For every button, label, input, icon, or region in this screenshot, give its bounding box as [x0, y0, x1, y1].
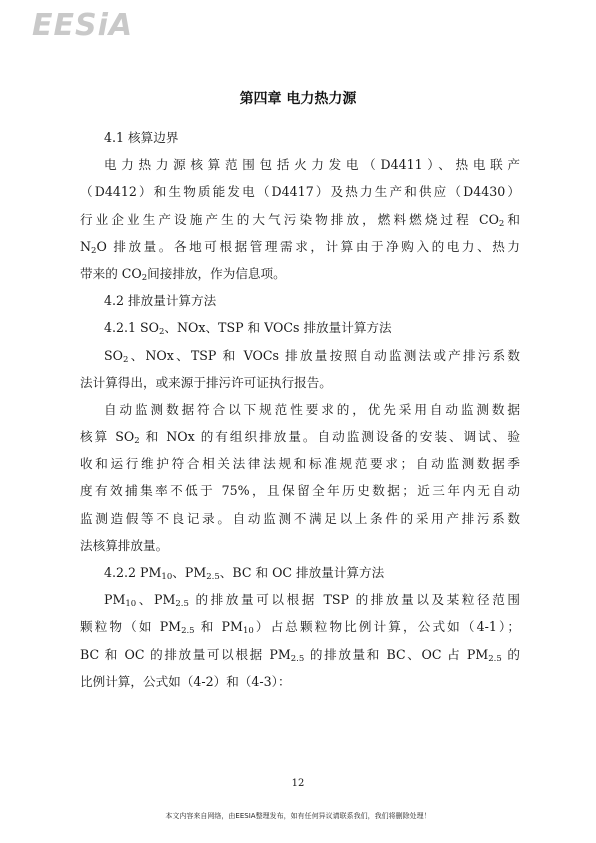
chapter-title: 第四章 电力热力源 [239, 91, 357, 107]
paragraph-line: 带来的 $CO_2$间接排放，作为信息项。 [80, 265, 286, 283]
paragraph-line: （D4412）和生物质能发电（D4417）及热力生产和供应（D4430） [80, 184, 520, 200]
paragraph-line: 电力热力源核算范围包括火力发电（D4411）、热电联产 [104, 157, 520, 173]
paragraph-line: 法计算得出，或来源于排污许可证执行报告。 [80, 374, 332, 390]
footer-notice: 本文内容来自网络，由EESIA整理发布，如有任何异议请联系我们，我们将删除处理！ [165, 812, 431, 820]
paragraph-line: $N_2O$ 排放量。各地可根据管理需求，计算由于净购入的电力、热力 [80, 238, 520, 256]
paragraph-line: 收和运行维护符合相关法律法规和标准规范要求；自动监测数据季 [80, 456, 520, 472]
paragraph-line: $SO_2$、NOx、TSP 和 VOCs 排放量按照自动监测法或产排污系数 [104, 347, 520, 365]
paragraph-line: 行业企业生产设施产生的大气污染物排放，燃料燃烧过程 $CO_2$和 [80, 211, 521, 229]
subsection-heading: 4.2.1 $SO_2$、NOx、TSP 和 VOCs 排放量计算方法 [104, 320, 392, 338]
paragraph-line: BC 和 OC 的排放量可以根据 $PM_{2.5}$ 的排放量和 BC、OC 占 $PM_{2.5}$ 的 [80, 646, 521, 664]
paragraph-line: 颗粒物（如 $PM_{2.5}$ 和 $PM_{10}$）占总颗粒物比例计算，公式如（4-1）； [80, 619, 520, 637]
paragraph-line: $PM_{10}$、$PM_{2.5}$ 的排放量可以根据 TSP 的排放量以及某粒径范围 [104, 592, 520, 610]
paragraph-line: 度有效捕集率不低于 75%，且保留全年历史数据；近三年内无自动 [80, 483, 520, 499]
body-text [80, 124, 520, 695]
paragraph-line: 自动监测数据符合以下规范性要求的，优先采用自动监测数据 [104, 401, 520, 417]
paragraph-line: 法核算排放量。 [80, 537, 169, 553]
section-heading: 4.1 核算边界 [104, 130, 179, 145]
page-number: 12 [291, 778, 305, 789]
section-heading: 4.2 排放量计算方法 [104, 293, 217, 309]
paragraph-line: 比例计算，公式如（4-2）和（4-3）： [80, 673, 291, 689]
eesia-logo: EESiA [32, 8, 134, 43]
paragraph-line: 监测造假等不良记录。自动监测不满足以上条件的采用产排污系数 [80, 510, 520, 526]
subsection-heading: 4.2.2 $PM_{10}$、$PM_{2.5}$、BC 和 OC 排放量计算方法 [104, 565, 385, 582]
paragraph-line: 核算 $SO_2$ 和 NOx 的有组织排放量。自动监测设备的安装、调试、验 [80, 429, 520, 447]
